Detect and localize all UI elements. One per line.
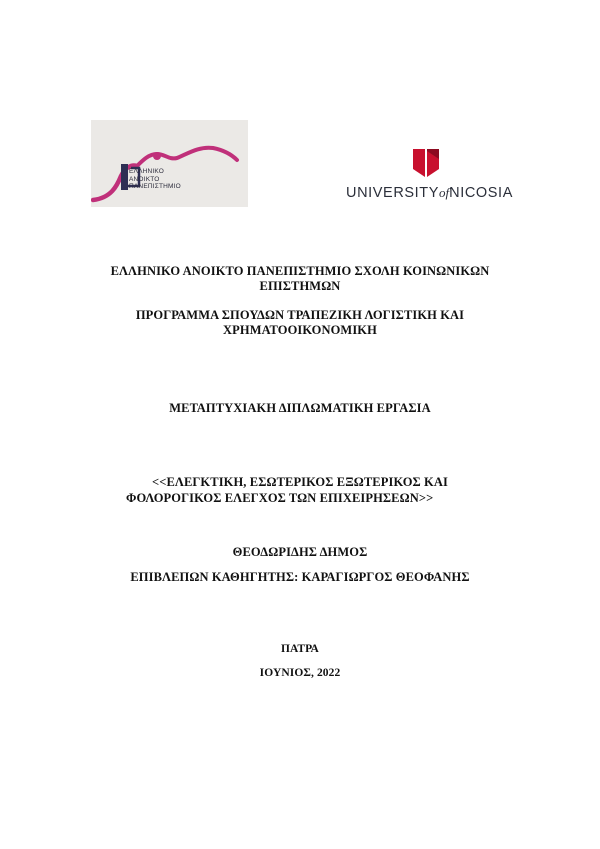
hou-logo-text — [129, 168, 181, 191]
hou-emblem-icon — [91, 120, 248, 207]
author-name: ΘΕΟΔΩΡΙΔΗΣ ΔΗΜΟΣ — [232, 545, 368, 559]
program-line-1: ΠΡΟΓΡΑΜΜΑ ΣΠΟΥΔΩΝ ΤΡΑΠΕΖΙΚΗ ΛΟΓΙΣΤΙΚΗ ΚΑΙ — [135, 308, 465, 322]
hou-line-2: ΑΝΟΙΚΤΟ — [129, 175, 160, 183]
thesis-title-line-1: <<ΕΛΕΓΚΤΙΚΗ, ΕΣΩΤΕΡΙΚΟΣ ΕΞΩΤΕΡΙΚΟΣ ΚΑΙ — [152, 475, 448, 489]
supervisor-line: ΕΠΙΒΛΕΠΩΝ ΚΑΘΗΓΗΤΗΣ: ΚΑΡΑΓΙΩΡΓΟΣ ΘΕΟΦΑΝΗΣ — [130, 570, 470, 584]
thesis-title-line-2: ΦΟΛΟΡΟΓΙΚΟΣ ΕΛΕΓΧΟΣ ΤΩΝ ΕΠΙΧΕΙΡΗΣΕΩΝ>> — [126, 491, 434, 505]
hou-line-1: ΕΛΛΗΝΙΚΟ — [129, 168, 165, 175]
submission-date: ΙΟΥΝΙΟΣ, 2022 — [259, 667, 341, 679]
university-of-nicosia-logo — [346, 147, 513, 207]
thesis-type: ΜΕΤΑΠΤΥΧΙΑΚΗ ΔΙΠΛΩΜΑΤΙΚΗ ΕΡΓΑΣΙΑ — [169, 401, 431, 415]
unic-name-of: of — [439, 185, 450, 200]
city: ΠΑΤΡΑ — [281, 643, 319, 655]
institution-line-1: ΕΛΛΗΝΙΚΟ ΑΝΟΙΚΤΟ ΠΑΝΕΠΙΣΤΗΜΙΟ ΣΧΟΛΗ ΚΟΙΝΩΝΙΚΩΝ — [110, 264, 490, 278]
hou-line-3: ΠΑΝΕΠΙΣΤΗΜΙΟ — [129, 183, 181, 191]
unic-name-before: UNIVERSITY — [346, 185, 440, 201]
unic-wordmark — [346, 185, 513, 201]
hellenic-open-university-logo — [91, 120, 248, 207]
unic-shield-icon — [413, 147, 439, 179]
unic-name-after: NICOSIA — [449, 185, 513, 201]
institution-line-2: ΕΠΙΣΤΗΜΩΝ — [259, 279, 341, 293]
program-line-2: ΧΡΗΜΑΤΟΟΙΚΟΝΟΜΙΚΗ — [223, 323, 377, 337]
